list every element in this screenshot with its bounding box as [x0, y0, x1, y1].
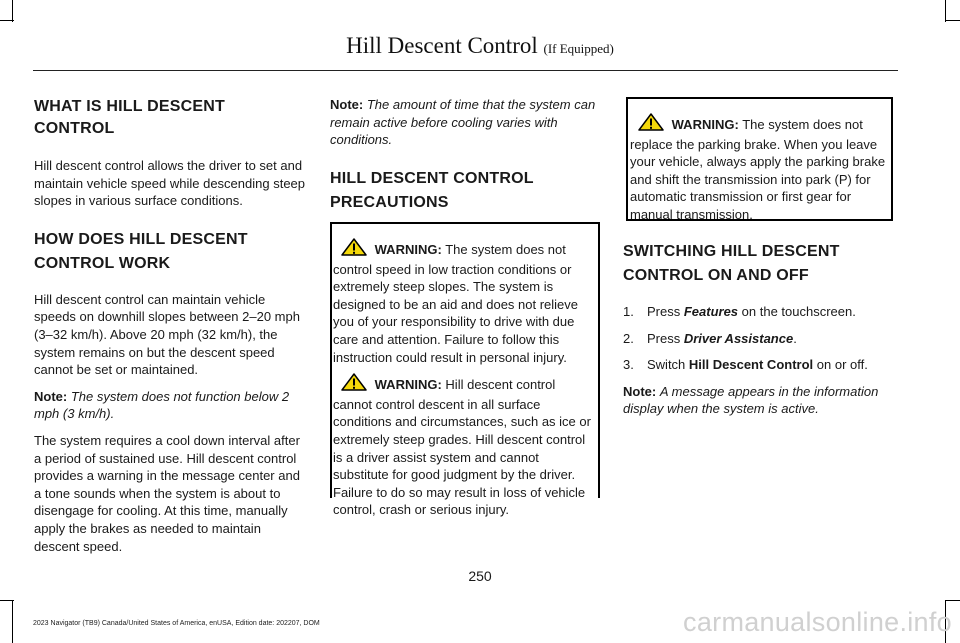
paragraph: Hill descent control allows the driver to set and maintain vehicle speed while descending steep slopes in various surface conditions.	[34, 158, 306, 209]
page-title-suffix: (If Equipped)	[543, 41, 614, 56]
list-number: 3.	[623, 357, 634, 373]
list-number: 1.	[623, 304, 634, 319]
crop-mark	[12, 600, 13, 643]
page-title	[0, 33, 960, 59]
warning-label: WARNING:	[374, 377, 442, 393]
warning-triangle-icon	[341, 373, 367, 396]
section-heading: CONTROL WORK	[34, 254, 171, 272]
crop-mark	[945, 0, 946, 22]
page-title-main: Hill Descent Control	[346, 33, 538, 58]
list-item	[623, 356, 898, 374]
step-text: Press	[647, 330, 684, 346]
warning-box	[626, 97, 893, 221]
note-label: Note:	[34, 388, 68, 404]
crop-mark	[12, 0, 13, 22]
list-item	[623, 303, 898, 321]
note-text: The system does not function below 2 mph (3 km/h).	[34, 388, 290, 422]
warning	[333, 373, 597, 519]
left-column	[34, 96, 306, 555]
step-emphasis: Driver Assistance	[683, 330, 794, 346]
warning-triangle-icon	[638, 113, 664, 136]
section-heading: WHAT IS HILL DESCENT CONTROL	[34, 98, 225, 137]
step-emphasis: Features	[683, 304, 739, 319]
step-text: Switch	[647, 357, 689, 373]
note-text: The amount of time that the system can remain active before cooling varies with conditions.	[330, 97, 596, 148]
note-label: Note:	[330, 97, 364, 112]
warning-label: WARNING:	[671, 117, 739, 132]
note-text: A message appears in the information display when the system is active.	[623, 383, 879, 417]
warning	[630, 113, 890, 224]
warning	[333, 238, 597, 366]
section-heading: HOW DOES HILL DESCENT	[34, 230, 248, 248]
right-column	[623, 241, 898, 418]
section-heading: PRECAUTIONS	[330, 193, 449, 211]
note	[330, 96, 600, 149]
warning-label: WARNING:	[374, 242, 442, 257]
crop-mark	[945, 600, 960, 601]
note	[623, 383, 898, 418]
list-item	[623, 330, 898, 348]
warning-box	[330, 222, 600, 518]
warning-text: The system does not replace the parking brake. When you leave your vehicle, always apply the parking brake and shift the transmission into park (P) for automatic transmission or first gear for manual transmission.	[630, 117, 886, 222]
header-rule	[33, 70, 898, 71]
footer-edition: 2023 Navigator (TB9) Canada/United States of America, enUSA, Edition date: 202207, DOM	[33, 620, 320, 627]
section-heading: SWITCHING HILL DESCENT	[623, 243, 840, 260]
crop-mark	[0, 20, 14, 21]
warning-text: The system does not control speed in low traction conditions or extremely steep slopes. The system is designed to be an aid and does not relieve you of your responsibility to drive with due care and attention. Failure to follow this instruction could result in personal injury.	[333, 242, 579, 365]
page-number: 250	[468, 568, 492, 584]
step-emphasis: Hill Descent Control	[688, 357, 814, 373]
step-text: Press	[647, 304, 684, 319]
note-label: Note:	[623, 383, 657, 399]
list-number: 2.	[623, 330, 634, 346]
crop-mark	[0, 600, 14, 601]
watermark: carmanualsonline.info	[683, 607, 952, 637]
paragraph: The system requires a cool down interval after a period of sustained use. Hill descent control provides a warning in the message center and a tone sounds when the system is about to disengage for cooling. At this time, manually apply the brakes as needed to maintain descent speed.	[34, 432, 300, 554]
middle-column	[330, 96, 600, 214]
warning-text: Hill descent control cannot control descent in all surface conditions and circumstances, such as ice or extremely steep grades. Hill descent control is a driver assist system and cannot substitute for good judgment by the driver. Failure to do so may result in loss of vehicle control, crash or serious injury.	[333, 377, 591, 518]
warning-triangle-icon	[341, 238, 367, 261]
step-text: on the touchscreen.	[738, 304, 856, 319]
crop-mark	[945, 20, 960, 21]
step-text: .	[793, 330, 797, 346]
note	[34, 388, 306, 423]
paragraph: Hill descent control can maintain vehicle speeds on downhill slopes between 2–20 mph (3–32 km/h). Above 20 mph (32 km/h), the system remains on but the descent speed cannot be set or maintained.	[34, 291, 300, 378]
section-heading: CONTROL ON AND OFF	[623, 267, 809, 284]
step-text: on or off.	[813, 357, 868, 373]
section-heading: HILL DESCENT CONTROL	[330, 169, 534, 187]
